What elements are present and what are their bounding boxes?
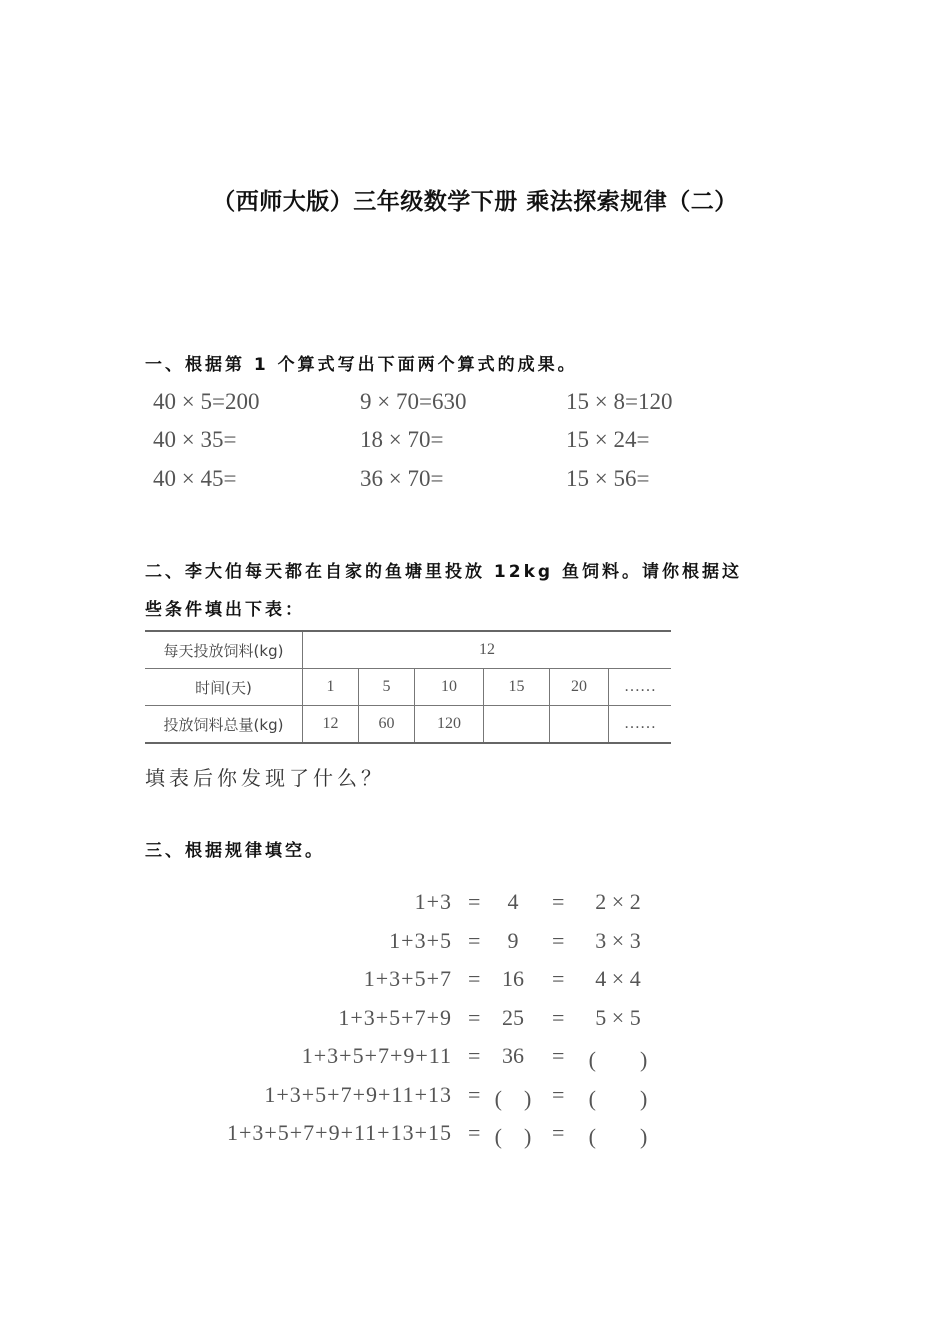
daily-feed-value: 12	[303, 631, 672, 669]
pattern-sum: 25	[502, 1005, 524, 1030]
answer-blank[interactable]: ( )	[494, 1124, 532, 1149]
day-cell: ……	[609, 669, 672, 706]
pattern-expression: 1+3+5	[389, 928, 452, 953]
total-cell: ……	[609, 706, 672, 744]
equals-sign: =	[468, 928, 481, 953]
calc-cell: 40 × 35=	[153, 427, 237, 452]
section3-heading: 三、根据规律填空。	[145, 841, 325, 861]
calc-cell: 40 × 45=	[153, 466, 237, 491]
equals-sign: =	[552, 1082, 565, 1107]
pattern-expression: 1+3+5+7+9	[338, 1005, 452, 1030]
pattern-expression: 1+3+5+7	[363, 966, 452, 991]
calc-cell: 9 × 70=630	[360, 389, 467, 414]
pattern-expression: 1+3+5+7+9+11+13+15	[226, 1120, 452, 1145]
day-cell: 20	[550, 669, 609, 706]
day-cell: 15	[484, 669, 550, 706]
answer-blank[interactable]: ( )	[494, 1086, 532, 1111]
day-cell: 5	[359, 669, 415, 706]
table-row	[145, 631, 671, 669]
pattern-product: 2 × 2	[595, 889, 641, 914]
table-row	[145, 669, 671, 706]
row-label: 每天投放饲料(kg)	[163, 641, 284, 660]
calc-cell: 36 × 70=	[360, 466, 444, 491]
calc-cell: 18 × 70=	[360, 427, 444, 452]
equals-sign: =	[552, 889, 565, 914]
pattern-expression: 1+3+5+7+9+11	[301, 1043, 452, 1068]
answer-blank[interactable]: ( )	[588, 1086, 648, 1111]
equals-sign: =	[468, 889, 481, 914]
page-title: （西师大版）三年级数学下册 乘法探索规律（二）	[212, 189, 738, 215]
pattern-sum: 36	[502, 1043, 524, 1068]
feed-table	[145, 630, 671, 744]
calc-cell: 15 × 8=120	[566, 389, 673, 414]
pattern-sum: 16	[502, 966, 524, 991]
day-cell: 10	[415, 669, 484, 706]
pattern-sum: 9	[507, 928, 519, 953]
equals-sign: =	[468, 1043, 481, 1068]
calc-cell: 15 × 24=	[566, 427, 650, 452]
equals-sign: =	[552, 928, 565, 953]
total-cell-blank[interactable]	[550, 706, 609, 744]
equals-sign: =	[468, 1082, 481, 1107]
pattern-expression: 1+3	[414, 889, 452, 914]
equals-sign: =	[468, 1120, 481, 1145]
equals-sign: =	[552, 966, 565, 991]
section2-heading-line2: 些条件填出下表：	[145, 600, 305, 620]
pattern-expression: 1+3+5+7+9+11+13	[264, 1082, 452, 1107]
pattern-product: 4 × 4	[595, 966, 641, 991]
total-cell: 12	[303, 706, 359, 744]
section2-heading-line1: 二、李大伯每天都在自家的鱼塘里投放 12kg 鱼饲料。请你根据这	[145, 562, 742, 582]
total-cell: 120	[415, 706, 484, 744]
total-cell: 60	[359, 706, 415, 744]
calc-cell: 15 × 56=	[566, 466, 650, 491]
equals-sign: =	[552, 1043, 565, 1068]
equals-sign: =	[468, 1005, 481, 1030]
table-row	[145, 706, 671, 744]
calc-cell: 40 × 5=200	[153, 389, 260, 414]
equals-sign: =	[552, 1120, 565, 1145]
row-label: 投放饲料总量(kg)	[163, 715, 284, 734]
day-cell: 1	[303, 669, 359, 706]
section1-heading: 一、根据第 1 个算式写出下面两个算式的成果。	[145, 355, 578, 375]
total-cell-blank[interactable]	[484, 706, 550, 744]
answer-blank[interactable]: ( )	[588, 1124, 648, 1149]
pattern-product: 5 × 5	[595, 1005, 641, 1030]
section2-question: 填表后你发现了什么？	[145, 766, 385, 790]
pattern-sum: 4	[507, 889, 519, 914]
row-label: 时间(天)	[195, 678, 252, 697]
answer-blank[interactable]: ( )	[588, 1047, 648, 1072]
equals-sign: =	[468, 966, 481, 991]
pattern-product: 3 × 3	[595, 928, 641, 953]
equals-sign: =	[552, 1005, 565, 1030]
